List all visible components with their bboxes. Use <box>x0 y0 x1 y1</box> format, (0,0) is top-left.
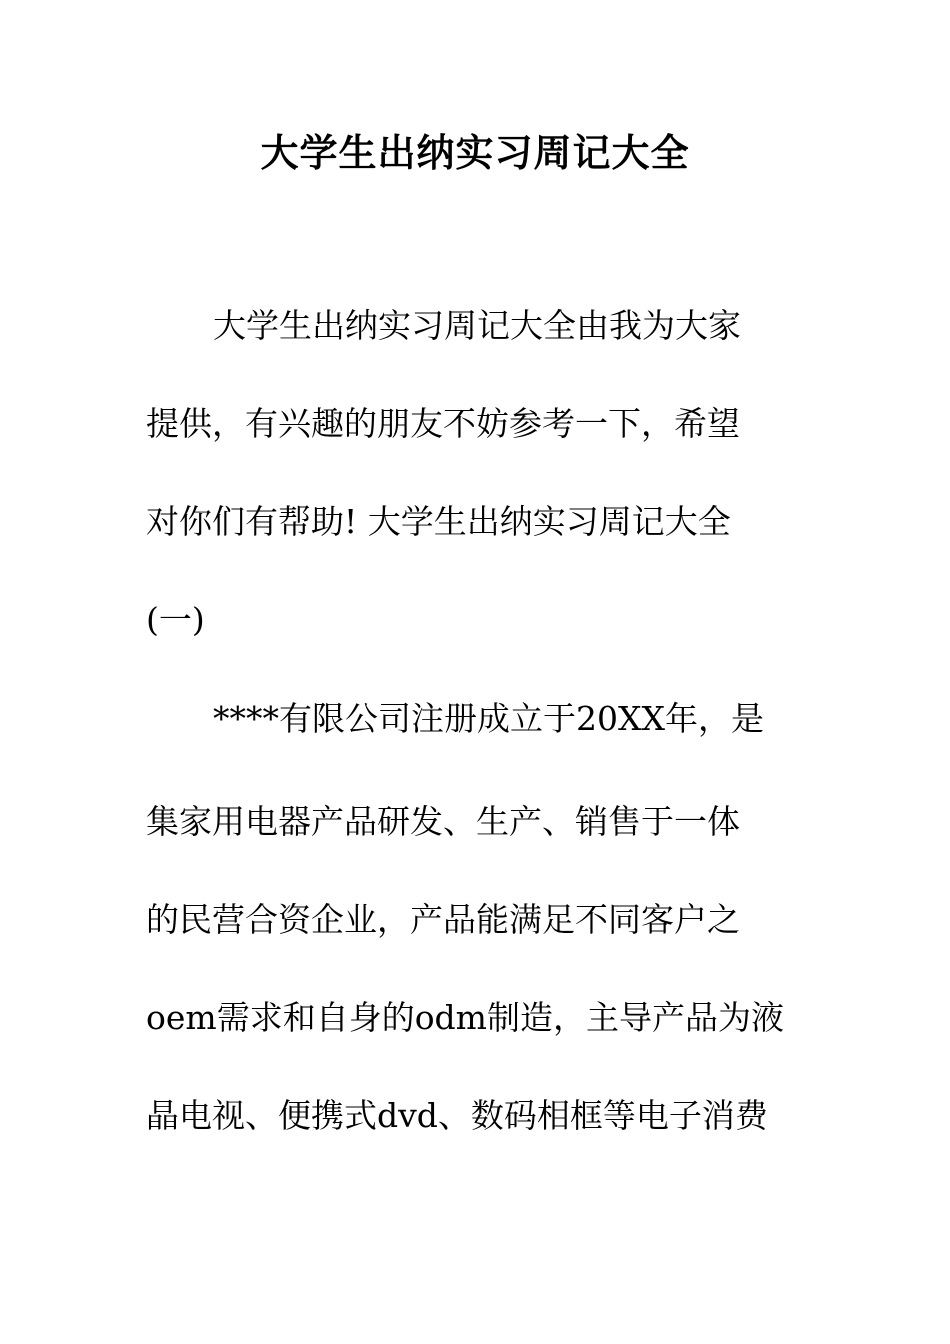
document-title: 大学生出纳实习周记大全 <box>260 130 690 175</box>
paragraph-line-6: 集家用电器产品研发、生产、销售于一体 <box>146 802 740 841</box>
paragraph-line-2: 提供，有兴趣的朋友不妨参考一下，希望 <box>146 404 740 443</box>
paragraph-line-4: (一) <box>146 600 205 639</box>
paragraph-line-3: 对你们有帮助! 大学生出纳实习周记大全 <box>146 502 731 541</box>
paragraph-line-9: 晶电视、便携式dvd、数码相框等电子消费 <box>146 1096 768 1135</box>
paragraph-line-8: oem需求和自身的odm制造，主导产品为液 <box>146 998 784 1037</box>
paragraph-line-7: 的民营合资企业，产品能满足不同客户之 <box>146 900 740 939</box>
paragraph-line-5: ****有限公司注册成立于20XX年，是 <box>213 699 764 738</box>
paragraph-line-1: 大学生出纳实习周记大全由我为大家 <box>213 306 741 345</box>
